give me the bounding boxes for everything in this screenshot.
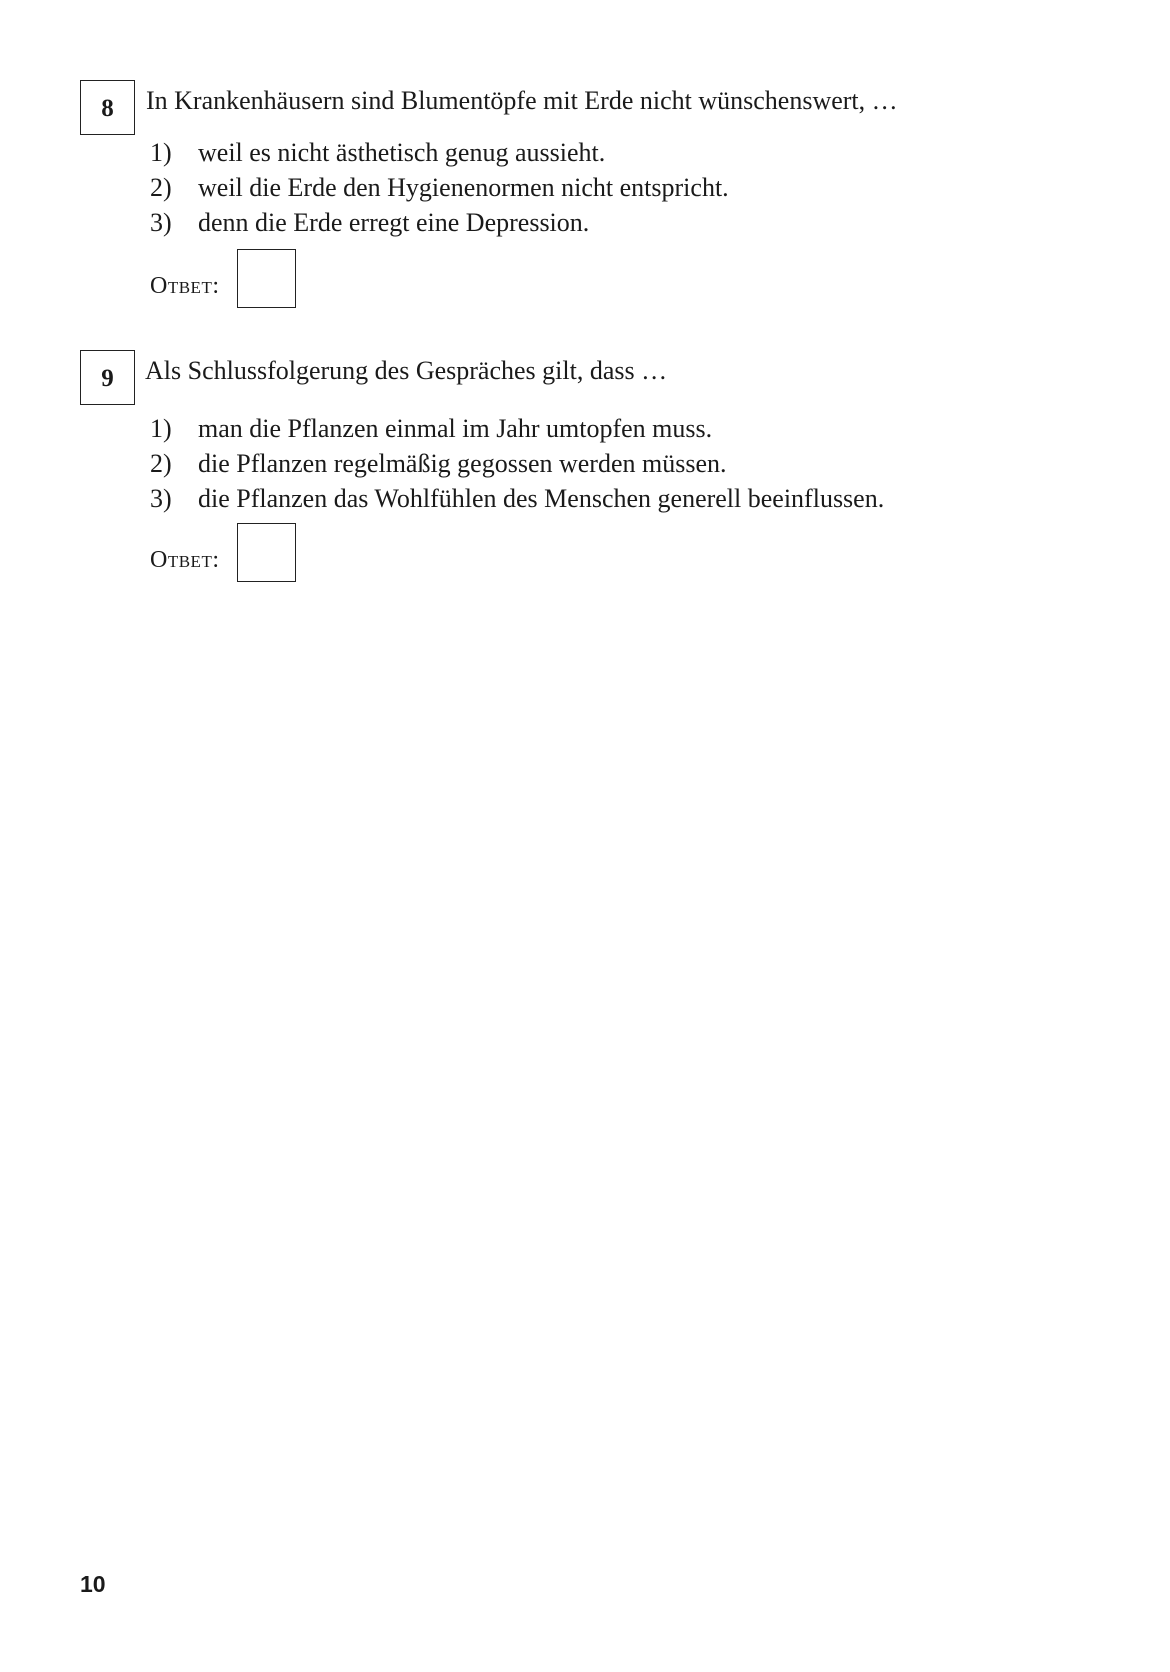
answer-input-box[interactable]	[237, 249, 296, 308]
answer-label: Ответ:	[150, 547, 220, 573]
page-number: 10	[80, 1571, 106, 1597]
answer-label: Ответ:	[150, 273, 220, 299]
option-number: 2)	[150, 449, 172, 478]
option-number: 3)	[150, 208, 172, 237]
option-text: denn die Erde erregt eine Depression.	[198, 208, 590, 237]
option-text: die Pflanzen das Wohlfühlen des Menschen generell beeinflussen.	[198, 484, 885, 513]
option-text: weil es nicht ästhetisch genug aussieht.	[198, 138, 606, 167]
option-number: 2)	[150, 173, 172, 202]
option-3	[150, 205, 729, 240]
option-1	[150, 411, 884, 446]
question-text: Als Schlussfolgerung des Gespräches gilt, dass …	[145, 356, 668, 385]
option-text: die Pflanzen regelmäßig gegossen werden müssen.	[198, 449, 727, 478]
option-1	[150, 135, 729, 170]
option-2	[150, 446, 884, 481]
option-number: 1)	[150, 414, 172, 443]
option-text: man die Pflanzen einmal im Jahr umtopfen muss.	[198, 414, 713, 443]
answer-input-box[interactable]	[237, 523, 296, 582]
question-number-box: 9	[80, 350, 135, 405]
option-2	[150, 170, 729, 205]
answer-options	[150, 411, 884, 516]
option-3	[150, 481, 884, 516]
answer-options	[150, 135, 729, 240]
question-text: In Krankenhäusern sind Blumentöpfe mit Erde nicht wünschenswert, …	[146, 86, 898, 115]
option-number: 3)	[150, 484, 172, 513]
option-number: 1)	[150, 138, 172, 167]
question-number-box: 8	[80, 80, 135, 135]
option-text: weil die Erde den Hygienenormen nicht entspricht.	[198, 173, 729, 202]
